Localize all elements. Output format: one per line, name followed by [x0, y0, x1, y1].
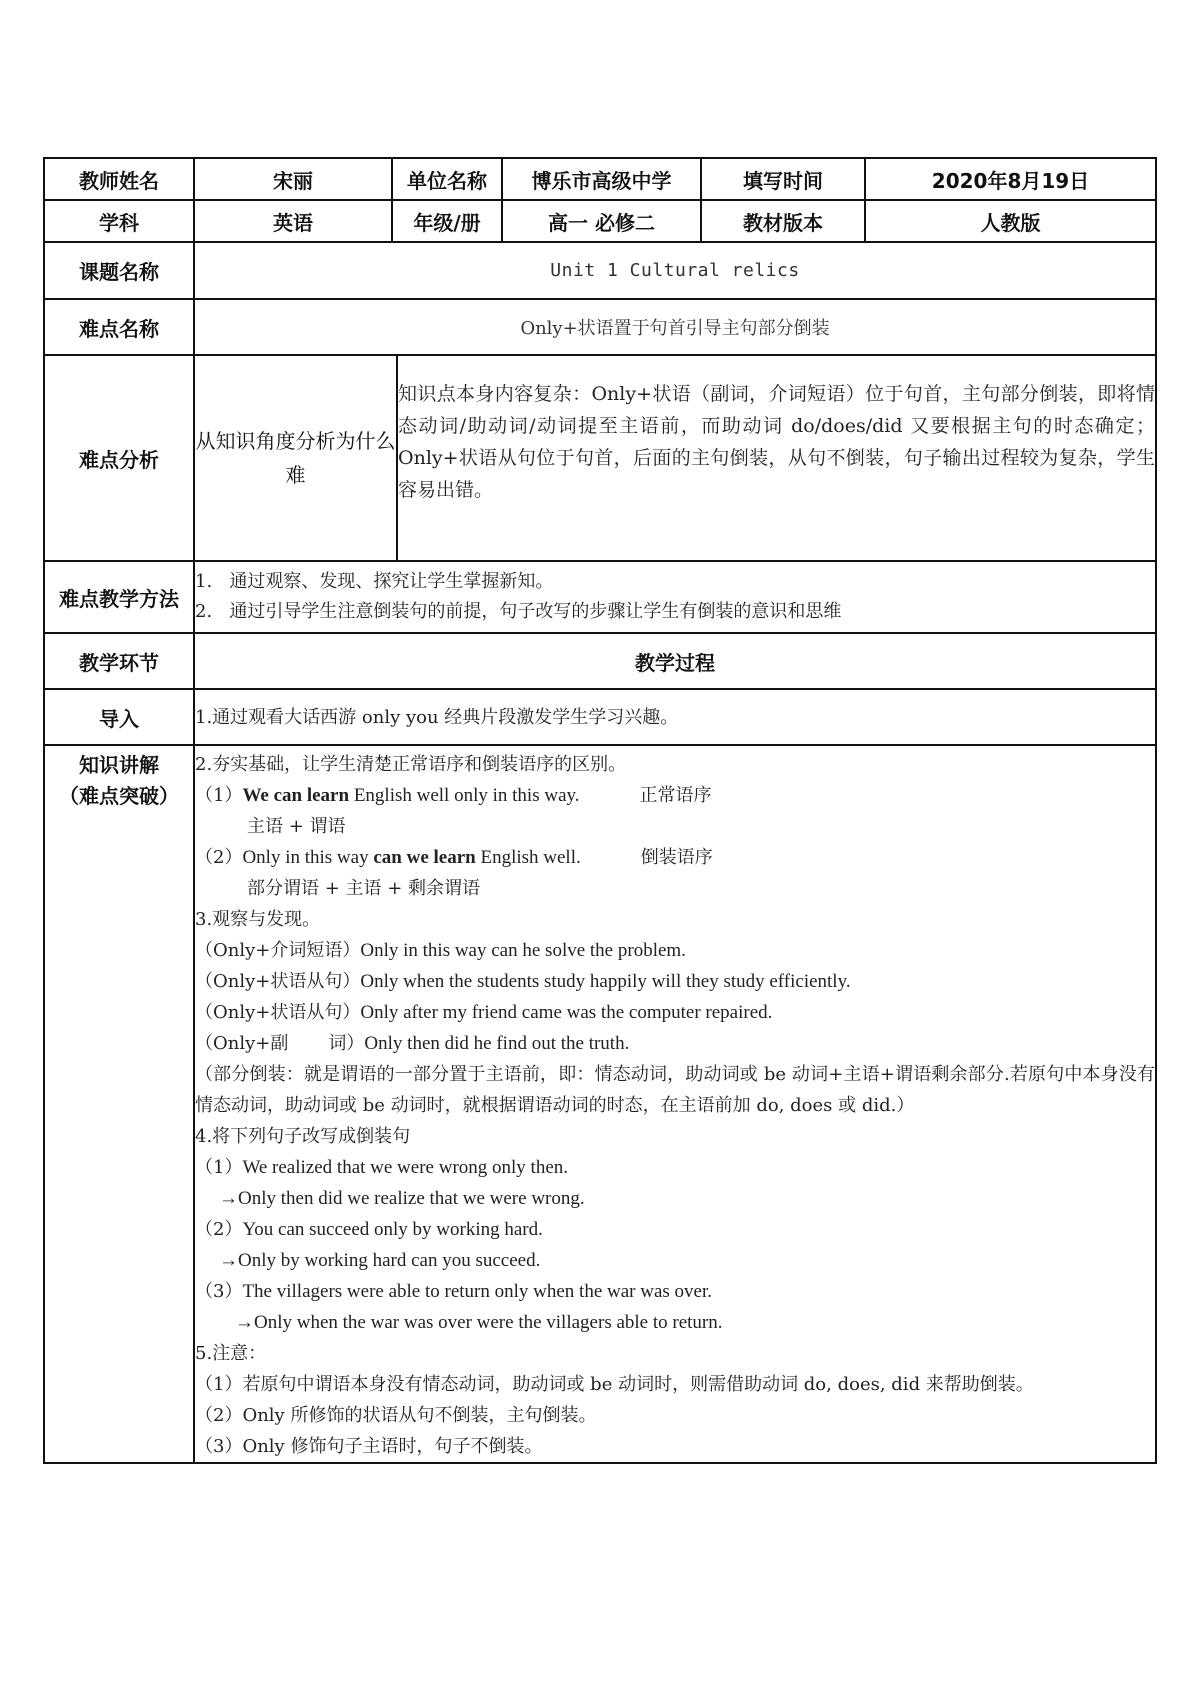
analysis-row	[44, 355, 1156, 561]
section-5-title: 5.注意：	[195, 1343, 267, 1364]
date-value: 2020年8月19日	[865, 158, 1156, 200]
unit-name: 博乐市高级中学	[502, 158, 701, 200]
inversion-note: （部分倒装：就是谓语的一部分置于主语前，即：情态动词，助动词或 be 动词+主语+谓语剩余部分.若原句中本身没有情态动词，助动词或 be 动词时，就根据谓语动词的时态，在主语前加 do, does 或 did.）	[195, 1064, 1155, 1116]
attention-note-3: （3）Only 修饰句子主语时，句子不倒装。	[195, 1436, 543, 1457]
observation-4: （Only+副 词）Only then did he find out the truth.	[195, 1033, 630, 1054]
rewrite-1: （1）We realized that we were wrong only then.	[195, 1157, 569, 1178]
lesson-plan-table	[43, 157, 1157, 1464]
example-2: （2）Only in this way can we learn English well. 倒装语序	[195, 842, 1155, 873]
intro-label: 导入	[44, 689, 194, 745]
process-header-row	[44, 633, 1156, 689]
normal-order-tag: 正常语序	[639, 785, 712, 806]
grade-value: 高一 必修二	[502, 200, 701, 242]
subject-value: 英语	[194, 200, 392, 242]
header-row-1	[44, 158, 1156, 200]
rewrite-2: （2）You can succeed only by working hard.	[195, 1219, 543, 1240]
attention-note-2: （2）Only 所修饰的状语从句不倒装，主句倒装。	[195, 1405, 597, 1426]
process-label: 教学环节	[44, 633, 194, 689]
inverted-order-tag: 倒装语序	[640, 847, 713, 868]
date-label: 填写时间	[701, 158, 865, 200]
analysis-sub-label: 从知识角度分析为什么难	[195, 356, 397, 560]
observation-2: （Only+状语从句）Only when the students study happily will they study efficiently.	[195, 971, 851, 992]
intro-row	[44, 689, 1156, 745]
method-item-1: 1. 通过观察、发现、探究让学生掌握新知。	[195, 571, 554, 592]
section-3-title: 3.观察与发现。	[195, 909, 321, 930]
grade-label: 年级/册	[392, 200, 502, 242]
attention-note-1: （1）若原句中谓语本身没有情态动词，助动词或 be 动词时，则需借助动词 do, does, did 来帮助倒装。	[195, 1374, 1034, 1395]
knowledge-row	[44, 745, 1156, 1463]
rewrite-3: （3）The villagers were able to return only when the war was over.	[195, 1281, 713, 1302]
unit-label: 单位名称	[392, 158, 502, 200]
subject-label: 学科	[44, 200, 194, 242]
method-label: 难点教学方法	[44, 561, 194, 633]
rewrite-1-answer: →Only then did we realize that we were wrong.	[219, 1188, 585, 1209]
edition-value: 人教版	[865, 200, 1156, 242]
observation-3: （Only+状语从句）Only after my friend came was the computer repaired.	[195, 1002, 773, 1023]
method-item-2: 2. 通过引导学生注意倒装句的前提，句子改写的步骤让学生有倒装的意识和思维	[195, 601, 842, 622]
method-row	[44, 561, 1156, 633]
difficulty-row	[44, 299, 1156, 355]
knowledge-label: 知识讲解	[79, 753, 159, 777]
difficulty-value: Only+状语置于句首引导主句部分倒装	[194, 299, 1156, 355]
section-2-title: 2.夯实基础，让学生清楚正常语序和倒装语序的区别。	[195, 754, 627, 775]
example-1-structure: 主语 + 谓语	[247, 816, 346, 837]
topic-row	[44, 242, 1156, 299]
analysis-label: 难点分析	[44, 355, 194, 561]
knowledge-sublabel: （难点突破）	[59, 784, 179, 808]
header-row-2	[44, 200, 1156, 242]
rewrite-3-answer: →Only when the war was over were the villagers able to return.	[235, 1312, 723, 1333]
difficulty-label: 难点名称	[44, 299, 194, 355]
observation-1: （Only+介词短语）Only in this way can he solve the problem.	[195, 940, 686, 961]
process-value: 教学过程	[194, 633, 1156, 689]
rewrite-2-answer: →Only by working hard can you succeed.	[219, 1250, 541, 1271]
teacher-name: 宋丽	[194, 158, 392, 200]
example-2-structure: 部分谓语 + 主语 + 剩余谓语	[247, 878, 481, 899]
teacher-label: 教师姓名	[44, 158, 194, 200]
example-1: （1）We can learn English well only in this way. 正常语序	[195, 780, 1155, 811]
analysis-text: 知识点本身内容复杂：Only+状语（副词，介词短语）位于句首，主句部分倒装，即将情态动词/助动词/动词提至主语前，而助动词 do/does/did 又要根据主句的时态确定；Only+状语从句位于句首，后面的主句倒装，从句不倒装，句子输出过程较为复杂，学生容易出错。	[398, 383, 1155, 501]
intro-text: 1.通过观看大话西游 only you 经典片段激发学生学习兴趣。	[194, 689, 1156, 745]
topic-label: 课题名称	[44, 242, 194, 299]
edition-label: 教材版本	[701, 200, 865, 242]
section-4-title: 4.将下列句子改写成倒装句	[195, 1126, 411, 1147]
topic-value: Unit 1 Cultural relics	[194, 242, 1156, 299]
